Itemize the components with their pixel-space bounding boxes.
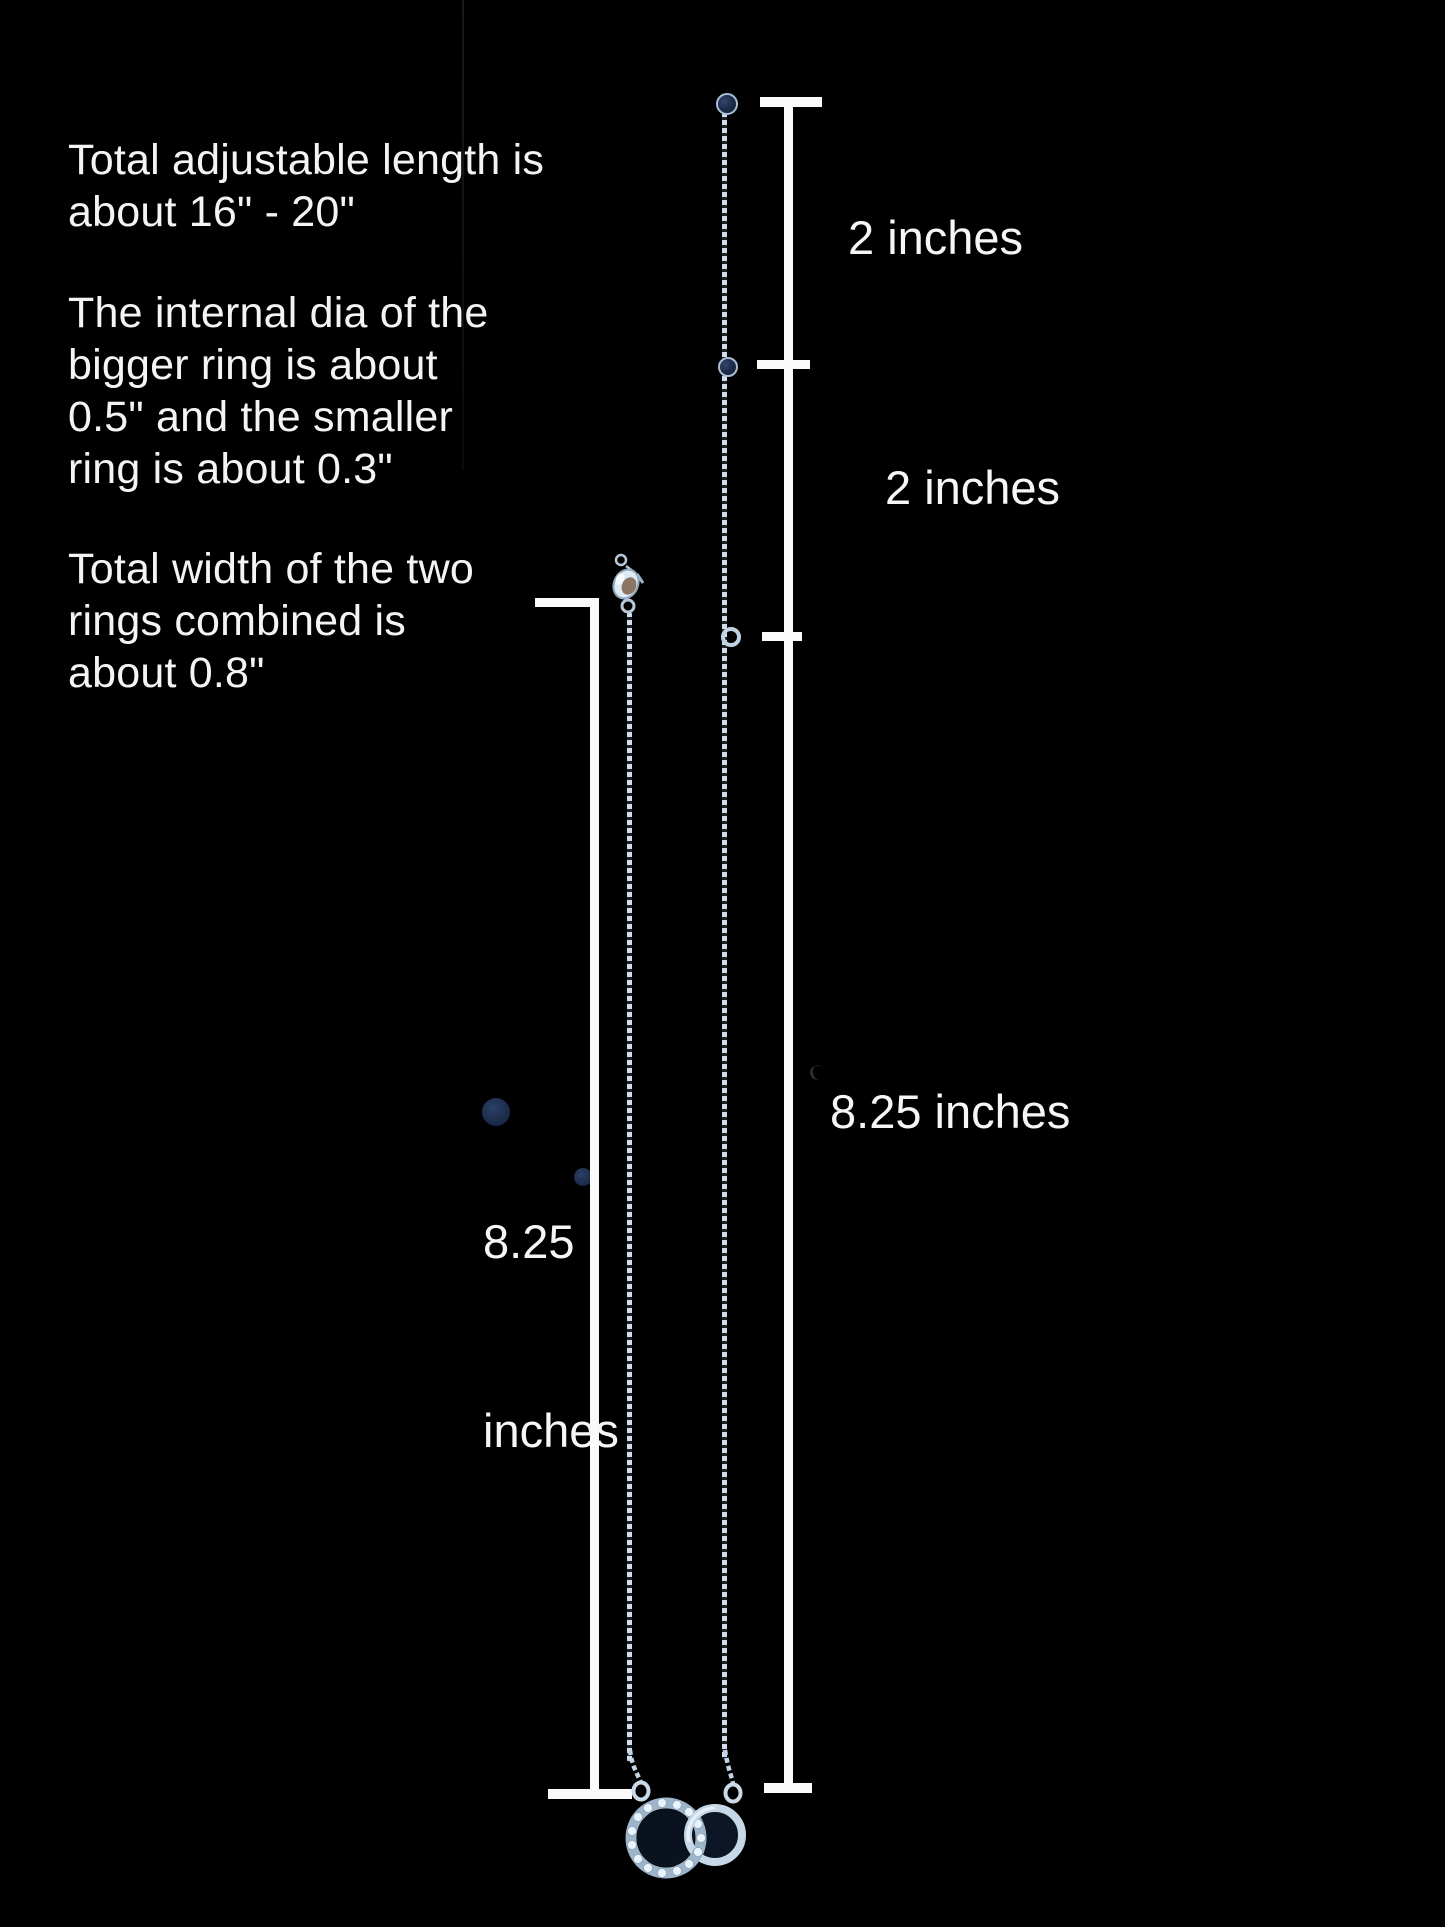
- annotation-line: 0.5" and the smaller: [68, 393, 453, 441]
- label-top-segment: 2 inches: [848, 211, 1024, 264]
- annotation-line: bigger ring is about: [68, 341, 438, 389]
- label-right-chain: 8.25 inches: [830, 1085, 1071, 1138]
- right-measure-line: [784, 100, 793, 1788]
- left-measure-tick-top: [535, 598, 599, 607]
- pendant-right-loop: [726, 1785, 741, 1802]
- annotation-line: Total adjustable length is: [68, 136, 545, 184]
- pendant-left-loop: [634, 1783, 649, 1800]
- right-measure-tick-top: [760, 97, 822, 107]
- annotation-line: rings combined is: [68, 597, 406, 645]
- annotation-internal-diameter: [68, 287, 489, 495]
- right-measure-tick-4in: [762, 632, 802, 641]
- lobster-clasp-icon: [598, 546, 662, 620]
- label-left-chain-unit: inches: [483, 1404, 619, 1457]
- annotation-line: ring is about 0.3": [68, 445, 393, 493]
- annotation-line: about 16" - 20": [68, 188, 355, 236]
- left-chain: [627, 612, 632, 1762]
- label-left-chain: [483, 1084, 619, 1588]
- annotation-total-width: [68, 543, 474, 699]
- right-measure-tick-2in: [757, 360, 810, 369]
- chain-bead-middle: [718, 357, 738, 377]
- chain-adjuster-ring: [721, 627, 741, 647]
- annotation-line: Total width of the two: [68, 545, 474, 593]
- pendant-interlocking-rings: [590, 1748, 800, 1927]
- chain-bead-top: [716, 93, 738, 115]
- annotation-line: about 0.8": [68, 649, 265, 697]
- backdrop-smudge: [809, 1064, 827, 1082]
- annotation-adjustable-length: [68, 134, 544, 238]
- annotation-line: The internal dia of the: [68, 289, 489, 337]
- label-second-segment: 2 inches: [885, 461, 1061, 514]
- label-left-chain-value: 8.25: [483, 1215, 575, 1268]
